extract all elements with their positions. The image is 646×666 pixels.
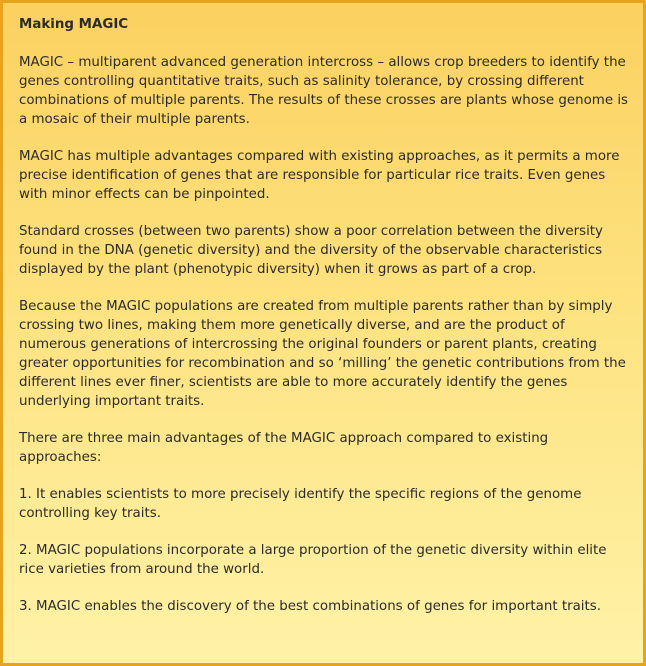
list-item: 1. It enables scientists to more precisely identify the specific regions of the genome controlling key traits. <box>19 487 582 521</box>
list-item: 2. MAGIC populations incorporate a large proportion of the genetic diversity within elite rice varieties from around the world. <box>19 543 607 577</box>
list-item: 3. MAGIC enables the discovery of the best combinations of genes for important traits. <box>19 599 602 614</box>
article-paragraph: MAGIC – multiparent advanced generation intercross – allows crop breeders to identify the genes controlling quantitative traits, such as salinity tolerance, by crossing different combinations of multiple parents. The results of these crosses are plants whose genome is a mosaic of their multiple parents. <box>19 55 629 127</box>
article-paragraph: MAGIC has multiple advantages compared with existing approaches, as it permits a more precise identification of genes that are responsible for particular rice traits. Even genes with minor effects can be pinpointed. <box>19 149 620 202</box>
article-paragraph: Standard crosses (between two parents) show a poor correlation between the diversity found in the DNA (genetic diversity) and the diversity of the observable characteristics displayed by the plant (phenotypic diversity) when it grows as part of a crop. <box>19 224 603 277</box>
article-paragraph: Because the MAGIC populations are created from multiple parents rather than by simply crossing two lines, making them more genetically diverse, and are the product of numerous generations of intercrossing the original founders or parent plants, creating greater opportunities for recombination and so ‘milling’ the genetic contributions from the different lines ever finer, scientists are able to more accurately identify the genes underlying important traits. <box>19 299 626 409</box>
article-title: Making MAGIC <box>19 17 129 32</box>
article-paragraph: There are three main advantages of the MAGIC approach compared to existing approaches: <box>19 431 549 465</box>
